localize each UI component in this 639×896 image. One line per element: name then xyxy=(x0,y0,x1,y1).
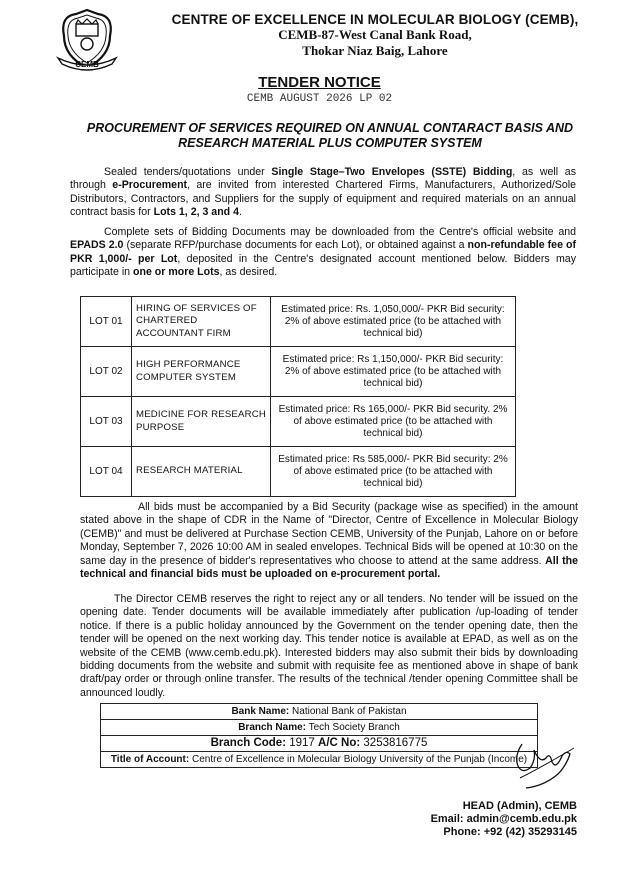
label: Title of Account: xyxy=(110,754,190,765)
bold-text: EPADS 2.0 xyxy=(70,239,124,252)
value: National Bank of Pakistan xyxy=(292,706,407,717)
table-row xyxy=(81,397,516,447)
paragraph-bidding-documents xyxy=(70,226,576,280)
lot-number: LOT 01 xyxy=(81,297,132,347)
bold-text: Single Stage–Two Envelopes (SSTE) Bidding xyxy=(271,166,513,178)
notice-subject xyxy=(70,121,590,151)
bold-text: non-refundable fee of PKR 1,000/- per Lot xyxy=(70,239,576,265)
lot-number: LOT 03 xyxy=(81,397,132,447)
table-row xyxy=(101,736,538,752)
label: Branch Name: xyxy=(238,722,307,733)
lot-description: HIGH PERFORMANCE COMPUTER SYSTEM xyxy=(132,347,271,397)
bold-text: All the technical and financial bids must be uploaded on e-procurement portal. xyxy=(80,554,578,581)
logo-text: CEMB xyxy=(75,60,99,69)
lot-price: Estimated price: Rs. 1,050,000/- PKR Bid security: 2% of above estimated price (to be attached with technical bid) xyxy=(271,297,516,347)
notice-reference: CEMB AUGUST 2026 LP 02 xyxy=(246,93,393,105)
value: 1917 xyxy=(289,737,315,749)
text: , as desired. xyxy=(219,266,278,279)
lot-description: HIRING OF SERVICES OF CHARTERED ACCOUNTANT FIRM xyxy=(132,297,271,347)
paragraph-bid-security xyxy=(80,501,578,581)
branch-code-cell xyxy=(101,736,538,752)
table-row xyxy=(81,347,516,397)
lot-price: Estimated price: Rs 1,150,000/- PKR Bid security: 2% of above estimated price (to be attached with technical bid) xyxy=(271,347,516,397)
branch-name-cell xyxy=(101,720,538,736)
value: 3253816775 xyxy=(363,737,428,749)
table-row xyxy=(81,447,516,497)
contact-email: Email: admin@cemb.edu.pk xyxy=(430,813,577,825)
bold-text: Lots 1, 2, 3 and 4 xyxy=(153,206,239,219)
lot-price: Estimated price: Rs 585,000/- PKR Bid security: 2% of above estimated price (to be attached with technical bid) xyxy=(271,447,516,497)
table-row xyxy=(101,704,538,720)
paragraph-invitation xyxy=(70,166,576,220)
text: , as well as through xyxy=(70,166,576,192)
account-title-cell xyxy=(101,752,538,768)
bank-details-table xyxy=(100,703,538,768)
text: , are invited from interested Chartered Firms, Manufacturers, Authorized/Sole Distributors, Contractors, and Suppliers for the supply of equipment and required materials on an annual contract basis for xyxy=(70,179,576,219)
table-row xyxy=(101,752,538,768)
org-address-line2: Thokar Niaz Baig, Lahore xyxy=(302,43,448,58)
table-row xyxy=(101,720,538,736)
org-header xyxy=(140,12,610,59)
label: A/C No: xyxy=(318,737,361,749)
subject-line1: PROCUREMENT OF SERVICES REQUIRED ON ANNUAL CONTARACT BASIS AND xyxy=(86,121,574,135)
text: All bids must be accompanied by a Bid Security (package wise as specified) in the amount stated above in the shape of CDR in the Name of "Director, Centre of Excellence in Molecular Biology (CEMB)" and must be delivered at Purchase Section CEMB, University of the Punjab, Lahore on or before Monday, September 7, 2026 10:00 AM in sealed envelopes. Technical Bids will be opened at 10:30 on the same day in the presence of bidder's representatives who choose to attend at the same address. xyxy=(80,501,578,567)
lot-description: RESEARCH MATERIAL xyxy=(132,447,271,497)
lots-table xyxy=(80,296,516,497)
contact-phone: Phone: +92 (42) 35293145 xyxy=(443,826,577,838)
value: Tech Society Branch xyxy=(308,722,400,733)
lot-description: MEDICINE FOR RESEARCH PURPOSE xyxy=(132,397,271,447)
paragraph-terms xyxy=(80,593,578,700)
lot-price: Estimated price: Rs 165,000/- PKR Bid security. 2% of above estimated price (to be attached with technical bid) xyxy=(271,397,516,447)
signatory-designation: HEAD (Admin), CEMB xyxy=(462,800,577,812)
label: Bank Name: xyxy=(231,706,290,717)
value: Centre of Excellence in Molecular Biology University of the Punjab (Income) xyxy=(191,754,528,765)
text: Complete sets of Bidding Documents may be downloaded from the Centre's official website and xyxy=(104,226,576,238)
org-name: CENTRE OF EXCELLENCE IN MOLECULAR BIOLOGY (CEMB), xyxy=(171,12,579,27)
bold-text: e-Procurement xyxy=(112,179,188,192)
cemb-logo xyxy=(54,6,120,72)
bank-name-cell xyxy=(101,704,538,720)
text: , deposited in the Centre's designated account mentioned below. Bidders may participate in xyxy=(70,252,576,279)
text: The Director CEMB reserves the right to reject any or all tenders. No tender will be issued on the opening date. Tender documents will be available immediately after publication /up-loading of tender notice. If there is a public holiday announced by the Government on the tender opening date, then the tender will be opened on the next working day. This tender notice is available at EPAD, as well as on the website of the CEMB (www.cemb.edu.pk). Interested bidders may also submit their bids by downloading bidding documents from the website and submit with requisite fee as mentioned above in shape of bank draft/pay order or through online transfer. The results of the technical /tender opening Committee shall be announced loudly. xyxy=(80,593,578,699)
text: . xyxy=(238,206,242,219)
contact-block xyxy=(431,800,577,839)
org-address-line1: CEMB-87-West Canal Bank Road, xyxy=(278,27,472,42)
notice-title: TENDER NOTICE xyxy=(258,74,381,91)
subject-line2: RESEARCH MATERIAL PLUS COMPUTER SYSTEM xyxy=(178,136,482,150)
bold-text: one or more Lots xyxy=(133,266,220,279)
label: Branch Code: xyxy=(210,737,287,749)
text: Sealed tenders/quotations under xyxy=(104,166,272,178)
text: (separate RFP/purchase documents for each Lot), or obtained against a xyxy=(123,239,468,252)
lot-number: LOT 04 xyxy=(81,447,132,497)
signature-mark xyxy=(500,738,580,792)
lot-number: LOT 02 xyxy=(81,347,132,397)
table-row xyxy=(81,297,516,347)
